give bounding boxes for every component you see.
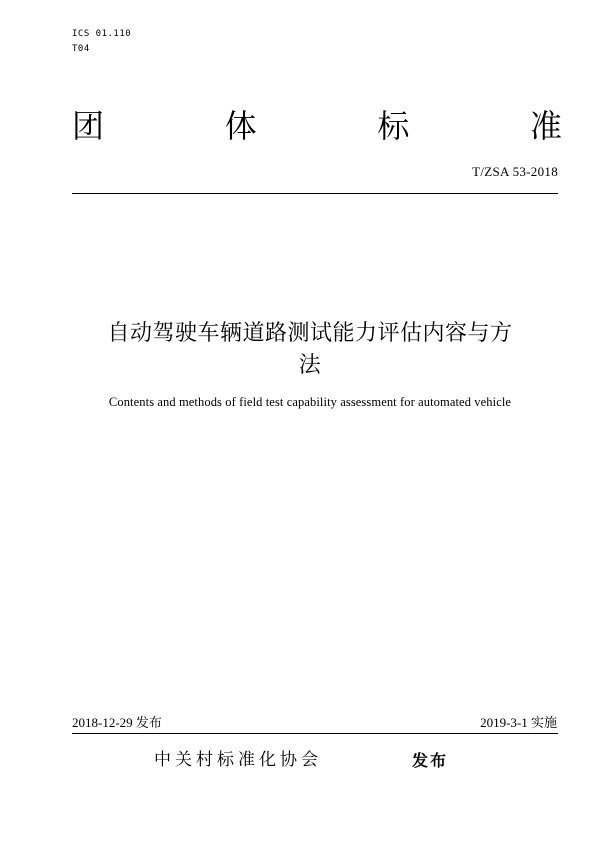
implement-date: 2019-3-1 实施	[480, 715, 557, 730]
standard-type-char-2: 体	[224, 107, 257, 145]
issue-label: 发布	[412, 751, 449, 770]
title-chinese	[72, 318, 548, 382]
bottom-divider	[72, 733, 558, 734]
top-divider	[72, 193, 558, 194]
title-chinese-line-2: 法	[298, 353, 322, 378]
standard-type-heading	[72, 104, 562, 148]
standard-type-char-4: 准	[529, 107, 562, 145]
ics-code: ICS 01.110	[72, 29, 132, 39]
ccs-code: T04	[72, 44, 90, 54]
title-chinese-line-1: 自动驾驶车辆道路测试能力评估内容与方	[107, 321, 513, 346]
standard-number: T/ZSA 53-2018	[472, 164, 558, 179]
issuing-organization: 中关村标准化协会	[154, 750, 322, 770]
publish-date: 2018-12-29 发布	[72, 715, 162, 730]
standard-type-char-1: 团	[72, 107, 105, 145]
standard-type-char-3: 标	[377, 107, 410, 145]
title-english: Contents and methods of field test capability assessment for automated vehicle	[108, 395, 512, 409]
